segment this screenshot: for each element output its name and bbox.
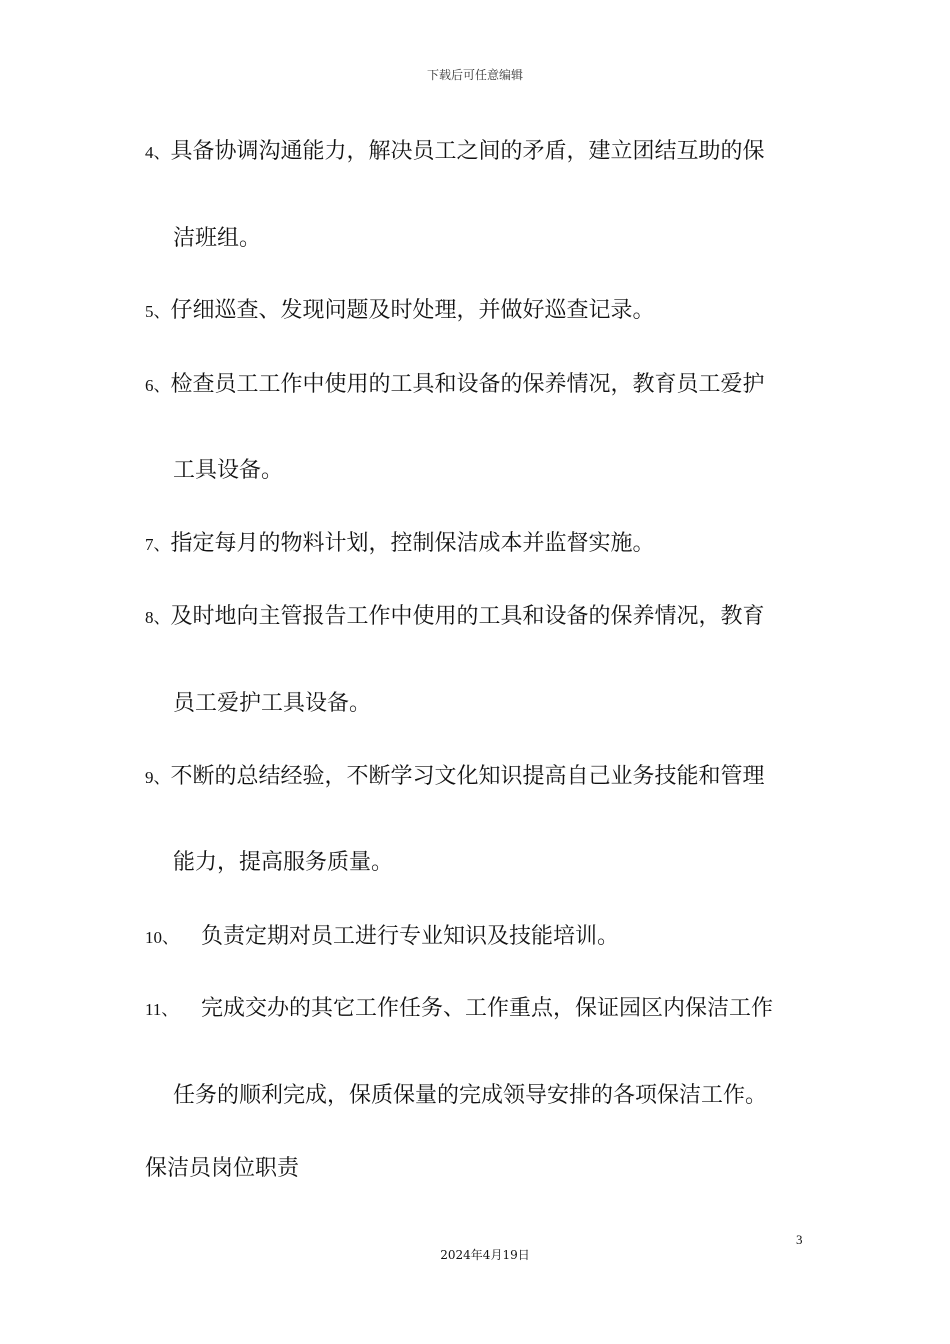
list-item-6-continuation: 工具设备。 [173,458,284,483]
list-item-10 [145,922,815,953]
item-number: 7、 [145,535,171,554]
item-text: 及时地向主管报告工作中使用的工具和设备的保养情况，教育 [170,604,765,629]
item-number: 6、 [145,376,171,395]
list-item-4 [145,137,815,168]
list-item-11-continuation: 任务的顺利完成，保质保量的完成领导安排的各项保洁工作。 [173,1083,768,1108]
item-text: 负责定期对员工进行专业知识及技能培训。 [201,924,620,949]
list-item-4-continuation: 洁班组。 [173,226,262,251]
list-item-5 [145,296,815,327]
page-header: 下载后可任意编辑 [426,68,523,82]
item-number: 4、 [145,143,171,162]
list-item-9 [145,762,815,793]
footer-date: 2024年4月19日 [440,1248,530,1262]
section-heading: 保洁员岗位职责 [145,1156,300,1181]
list-item-11 [145,994,815,1025]
item-number: 9、 [145,768,171,787]
list-item-7 [145,529,815,560]
item-number: 10、 [145,928,179,947]
item-number: 5、 [145,302,171,321]
item-number: 8、 [145,608,171,627]
list-item-8 [145,602,815,633]
item-text: 仔细巡查、发现问题及时处理，并做好巡查记录。 [170,298,655,323]
item-text: 具备协调沟通能力，解决员工之间的矛盾，建立团结互助的保 [170,139,765,164]
item-text: 完成交办的其它工作任务、工作重点，保证园区内保洁工作 [201,996,774,1021]
page-number: 3 [796,1232,803,1247]
item-text: 不断的总结经验，不断学习文化知识提高自己业务技能和管理 [170,764,765,789]
list-item-9-continuation: 能力，提高服务质量。 [173,850,394,875]
item-text: 检查员工工作中使用的工具和设备的保养情况，教育员工爱护 [170,372,765,397]
list-item-8-continuation: 员工爱护工具设备。 [173,691,372,716]
list-item-6 [145,370,815,401]
item-number: 11、 [145,1000,179,1019]
item-text: 指定每月的物料计划，控制保洁成本并监督实施。 [170,531,655,556]
